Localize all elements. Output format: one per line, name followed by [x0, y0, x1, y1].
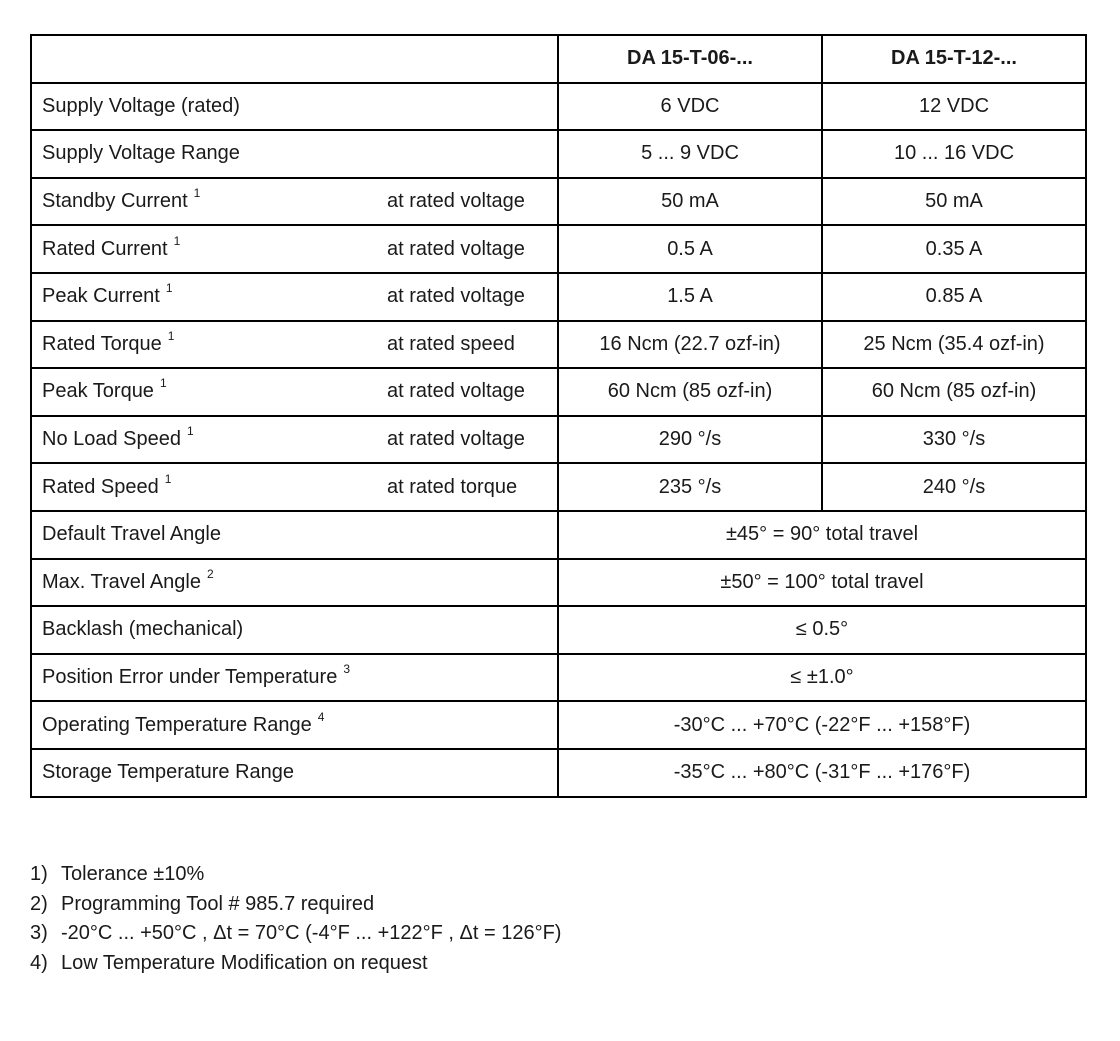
footnote-item	[30, 860, 561, 890]
param-cell	[31, 701, 558, 749]
table-row	[31, 178, 1086, 226]
param-name: Supply Voltage (rated)	[42, 94, 240, 117]
table-row	[31, 559, 1086, 607]
table-header-row	[31, 35, 1086, 83]
footnote-ref: 1	[164, 471, 172, 486]
footnote-text: -20°C ... +50°C , Δt = 70°C (-4°F ... +122°F , Δt = 126°F)	[61, 922, 562, 944]
param-name: Peak Current	[42, 285, 160, 308]
value-12: 12 VDC	[822, 83, 1086, 131]
table-row	[31, 225, 1086, 273]
condition: at rated voltage	[387, 237, 525, 260]
value-06: 6 VDC	[558, 83, 822, 131]
param-cell	[31, 463, 558, 511]
param-name: Supply Voltage Range	[42, 142, 240, 165]
condition: at rated voltage	[387, 428, 525, 451]
table-row	[31, 701, 1086, 749]
param-cell	[31, 511, 558, 559]
footnote-number: 2)	[30, 892, 48, 915]
table-row	[31, 416, 1086, 464]
footnote-item	[30, 919, 561, 949]
footnote-text: Low Temperature Modification on request	[61, 951, 428, 974]
spec-table-body	[31, 83, 1086, 797]
param-name: Rated Speed	[42, 475, 159, 498]
table-row	[31, 368, 1086, 416]
param-name: Default Travel Angle	[42, 523, 221, 546]
value-shared: ≤ 0.5°	[558, 606, 1086, 654]
footnote-number: 3)	[30, 922, 48, 944]
footnote-ref: 1	[187, 424, 194, 439]
value-12: 0.85 A	[822, 273, 1086, 321]
value-shared: ≤ ±1.0°	[558, 654, 1086, 702]
param-name: Backlash (mechanical)	[42, 618, 244, 641]
value-12: 50 mA	[822, 178, 1086, 226]
footnote-number: 1)	[30, 863, 48, 885]
footnote-ref: 1	[159, 376, 167, 391]
table-row	[31, 83, 1086, 131]
param-cell	[31, 368, 558, 416]
value-shared: -35°C ... +80°C (-31°F ... +176°F)	[558, 749, 1086, 797]
value-06: 16 Ncm (22.7 ozf-in)	[558, 321, 822, 369]
param-cell	[31, 130, 558, 178]
table-row	[31, 606, 1086, 654]
value-06: 0.5 A	[558, 225, 822, 273]
footnote-ref: 1	[167, 328, 175, 343]
param-name: Peak Torque	[42, 380, 154, 403]
value-06: 60 Ncm (85 ozf-in)	[558, 368, 822, 416]
param-name: Rated Torque	[42, 332, 162, 355]
param-name: Storage Temperature Range	[42, 761, 295, 784]
value-12: 10 ... 16 VDC	[822, 130, 1086, 178]
header-model-06: DA 15-T-06-...	[558, 35, 822, 83]
value-shared: ±45° = 90° total travel	[558, 511, 1086, 559]
footnote-ref: 3	[343, 662, 351, 677]
condition: at rated speed	[387, 332, 515, 355]
footnote-ref: 1	[165, 281, 173, 296]
param-name: No Load Speed	[42, 428, 182, 451]
table-row	[31, 130, 1086, 178]
footnote-ref: 1	[193, 186, 201, 201]
table-row	[31, 749, 1086, 797]
condition: at rated torque	[387, 475, 518, 498]
footnote-item	[30, 890, 561, 920]
header-blank-cell	[31, 35, 558, 83]
param-name: Standby Current	[42, 190, 188, 213]
value-shared: ±50° = 100° total travel	[558, 559, 1086, 607]
param-cell	[31, 321, 558, 369]
spec-table	[30, 34, 1087, 798]
footnote-ref: 1	[173, 233, 181, 248]
value-12: 60 Ncm (85 ozf-in)	[822, 368, 1086, 416]
value-12: 330 °/s	[822, 416, 1086, 464]
condition: at rated voltage	[387, 380, 525, 403]
footnote-ref: 2	[206, 566, 214, 581]
value-12: 240 °/s	[822, 463, 1086, 511]
table-row	[31, 654, 1086, 702]
param-name: Operating Temperature Range	[42, 713, 312, 736]
footnote-number: 4)	[30, 951, 48, 974]
param-cell	[31, 559, 558, 607]
footnotes	[30, 860, 561, 978]
param-cell	[31, 178, 558, 226]
header-model-12: DA 15-T-12-...	[822, 35, 1086, 83]
footnote-item	[30, 949, 561, 979]
param-cell	[31, 225, 558, 273]
value-shared: -30°C ... +70°C (-22°F ... +158°F)	[558, 701, 1086, 749]
table-row	[31, 511, 1086, 559]
param-name: Max. Travel Angle	[42, 570, 201, 593]
value-06: 235 °/s	[558, 463, 822, 511]
condition: at rated voltage	[387, 285, 525, 308]
param-name: Rated Current	[42, 237, 168, 260]
table-row	[31, 463, 1086, 511]
param-name: Position Error under Temperature	[42, 666, 338, 689]
value-06: 50 mA	[558, 178, 822, 226]
value-12: 0.35 A	[822, 225, 1086, 273]
value-06: 290 °/s	[558, 416, 822, 464]
table-row	[31, 321, 1086, 369]
value-06: 5 ... 9 VDC	[558, 130, 822, 178]
value-12: 25 Ncm (35.4 ozf-in)	[822, 321, 1086, 369]
condition: at rated voltage	[387, 190, 525, 213]
param-cell	[31, 654, 558, 702]
param-cell	[31, 83, 558, 131]
footnote-text: Tolerance ±10%	[61, 863, 205, 885]
value-06: 1.5 A	[558, 273, 822, 321]
param-cell	[31, 749, 558, 797]
param-cell	[31, 606, 558, 654]
footnote-text: Programming Tool # 985.7 required	[61, 892, 375, 915]
param-cell	[31, 273, 558, 321]
param-cell	[31, 416, 558, 464]
footnote-ref: 4	[317, 709, 325, 724]
table-row	[31, 273, 1086, 321]
